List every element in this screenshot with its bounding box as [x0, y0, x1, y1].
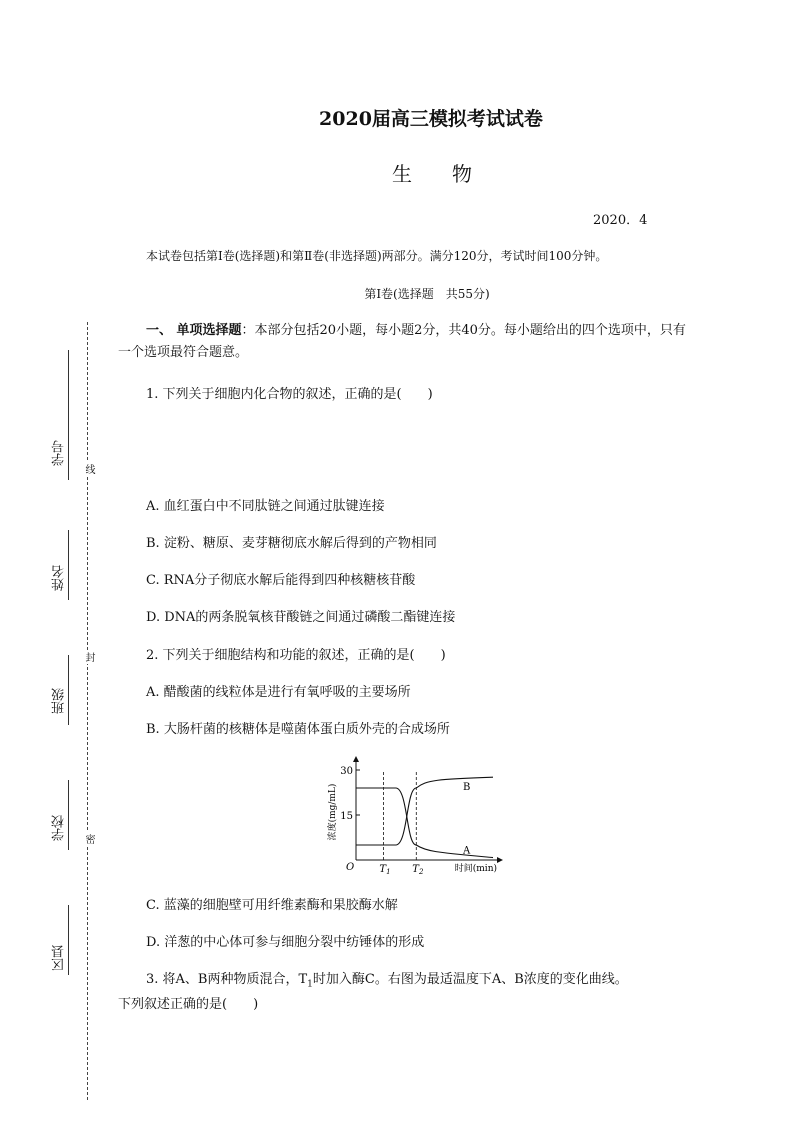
q1-stem: 1. 下列关于细胞内化合物的叙述，正确的是( ) [146, 387, 433, 402]
q2-option-b: B. 大肠杆菌的核糖体是噬菌体蛋白质外壳的合成场所 [146, 722, 450, 737]
margin-underline-district [68, 905, 69, 975]
concentration-chart [325, 752, 505, 877]
q2-option-a: A. 醋酸菌的线粒体是进行有氧呼吸的主要场所 [146, 685, 411, 700]
q1-option-a: A. 血红蛋白中不同肽链之间通过肽键连接 [146, 499, 385, 514]
part1-heading: 一、 单项选择题 [146, 323, 242, 338]
seal-char-seal: 封 [83, 652, 94, 662]
margin-underline-school [68, 780, 69, 850]
y-tick-label: 30 [340, 766, 353, 777]
exam-date: 2020．4 [593, 213, 648, 228]
margin-label-district: 区县 [52, 945, 67, 971]
y-tick-label: 15 [340, 811, 353, 822]
q1-option-b: B. 淀粉、糖原、麦芽糖彻底水解后得到的产物相同 [146, 536, 437, 551]
q3-stem-subscript: 1 [307, 979, 313, 990]
y-axis-arrow [353, 756, 359, 762]
subject-title: 生物 [392, 162, 512, 186]
seal-char-line: 线 [83, 464, 94, 474]
exam-intro: 本试卷包括第Ⅰ卷(选择题)和第Ⅱ卷(非选择题)两部分。满分120分，考试时间100分钟。 [146, 249, 608, 263]
series-line-b [356, 777, 493, 845]
margin-underline-student-id [68, 350, 69, 480]
q2-option-c: C. 蓝藻的细胞壁可用纤维素酶和果胶酶水解 [146, 898, 398, 913]
part1-description: ：本部分包括20小题，每小题2分，共40分。每小题给出的四个选项中，只有一个选项最符合题意。 [118, 323, 686, 360]
q2-option-d: D. 洋葱的中心体可参与细胞分裂中纺锤体的形成 [146, 935, 425, 950]
x-tick-label: $T_1$ [379, 864, 391, 876]
y-axis-label: 浓度(mg/mL) [328, 783, 338, 841]
series-label-a: A [463, 845, 471, 857]
series-line-a [356, 788, 493, 858]
q3-stem-part1: 3. 将A、B两种物质混合，T [146, 972, 308, 987]
origin-label: O [346, 862, 355, 873]
q3-stem-part2: 时加入酶C。右图为最适温度下A、B浓度的变化曲线。 [312, 972, 628, 987]
x-axis-arrow [497, 857, 503, 863]
section-title: 第Ⅰ卷(选择题 共55分) [364, 287, 490, 301]
q3-stem-line2: 下列叙述正确的是( ) [118, 997, 259, 1012]
margin-label-class: 班级 [52, 688, 67, 714]
margin-label-name: 姓名 [52, 565, 67, 591]
exam-title: 2020届高三模拟考试试卷 [319, 108, 543, 130]
margin-label-student-id: 学号 [52, 440, 67, 466]
q1-option-d: D. DNA的两条脱氧核苷酸链之间通过磷酸二酯键连接 [146, 610, 456, 625]
margin-label-school: 学校 [52, 815, 67, 841]
seal-char-dense: 密 [83, 834, 94, 844]
q3-stem-line1 [146, 968, 628, 990]
x-axis-label: 时间(min) [454, 864, 497, 874]
x-tick-label: $T_2$ [412, 864, 424, 876]
part1-instructions [118, 320, 698, 364]
q2-stem: 2. 下列关于细胞结构和功能的叙述，正确的是( ) [146, 648, 446, 663]
binding-dashed-line [87, 322, 88, 1100]
series-label-b: B [463, 782, 471, 794]
margin-underline-name [68, 530, 69, 600]
margin-underline-class [68, 655, 69, 725]
q1-option-c: C. RNA分子彻底水解后能得到四种核糖核苷酸 [146, 573, 416, 588]
